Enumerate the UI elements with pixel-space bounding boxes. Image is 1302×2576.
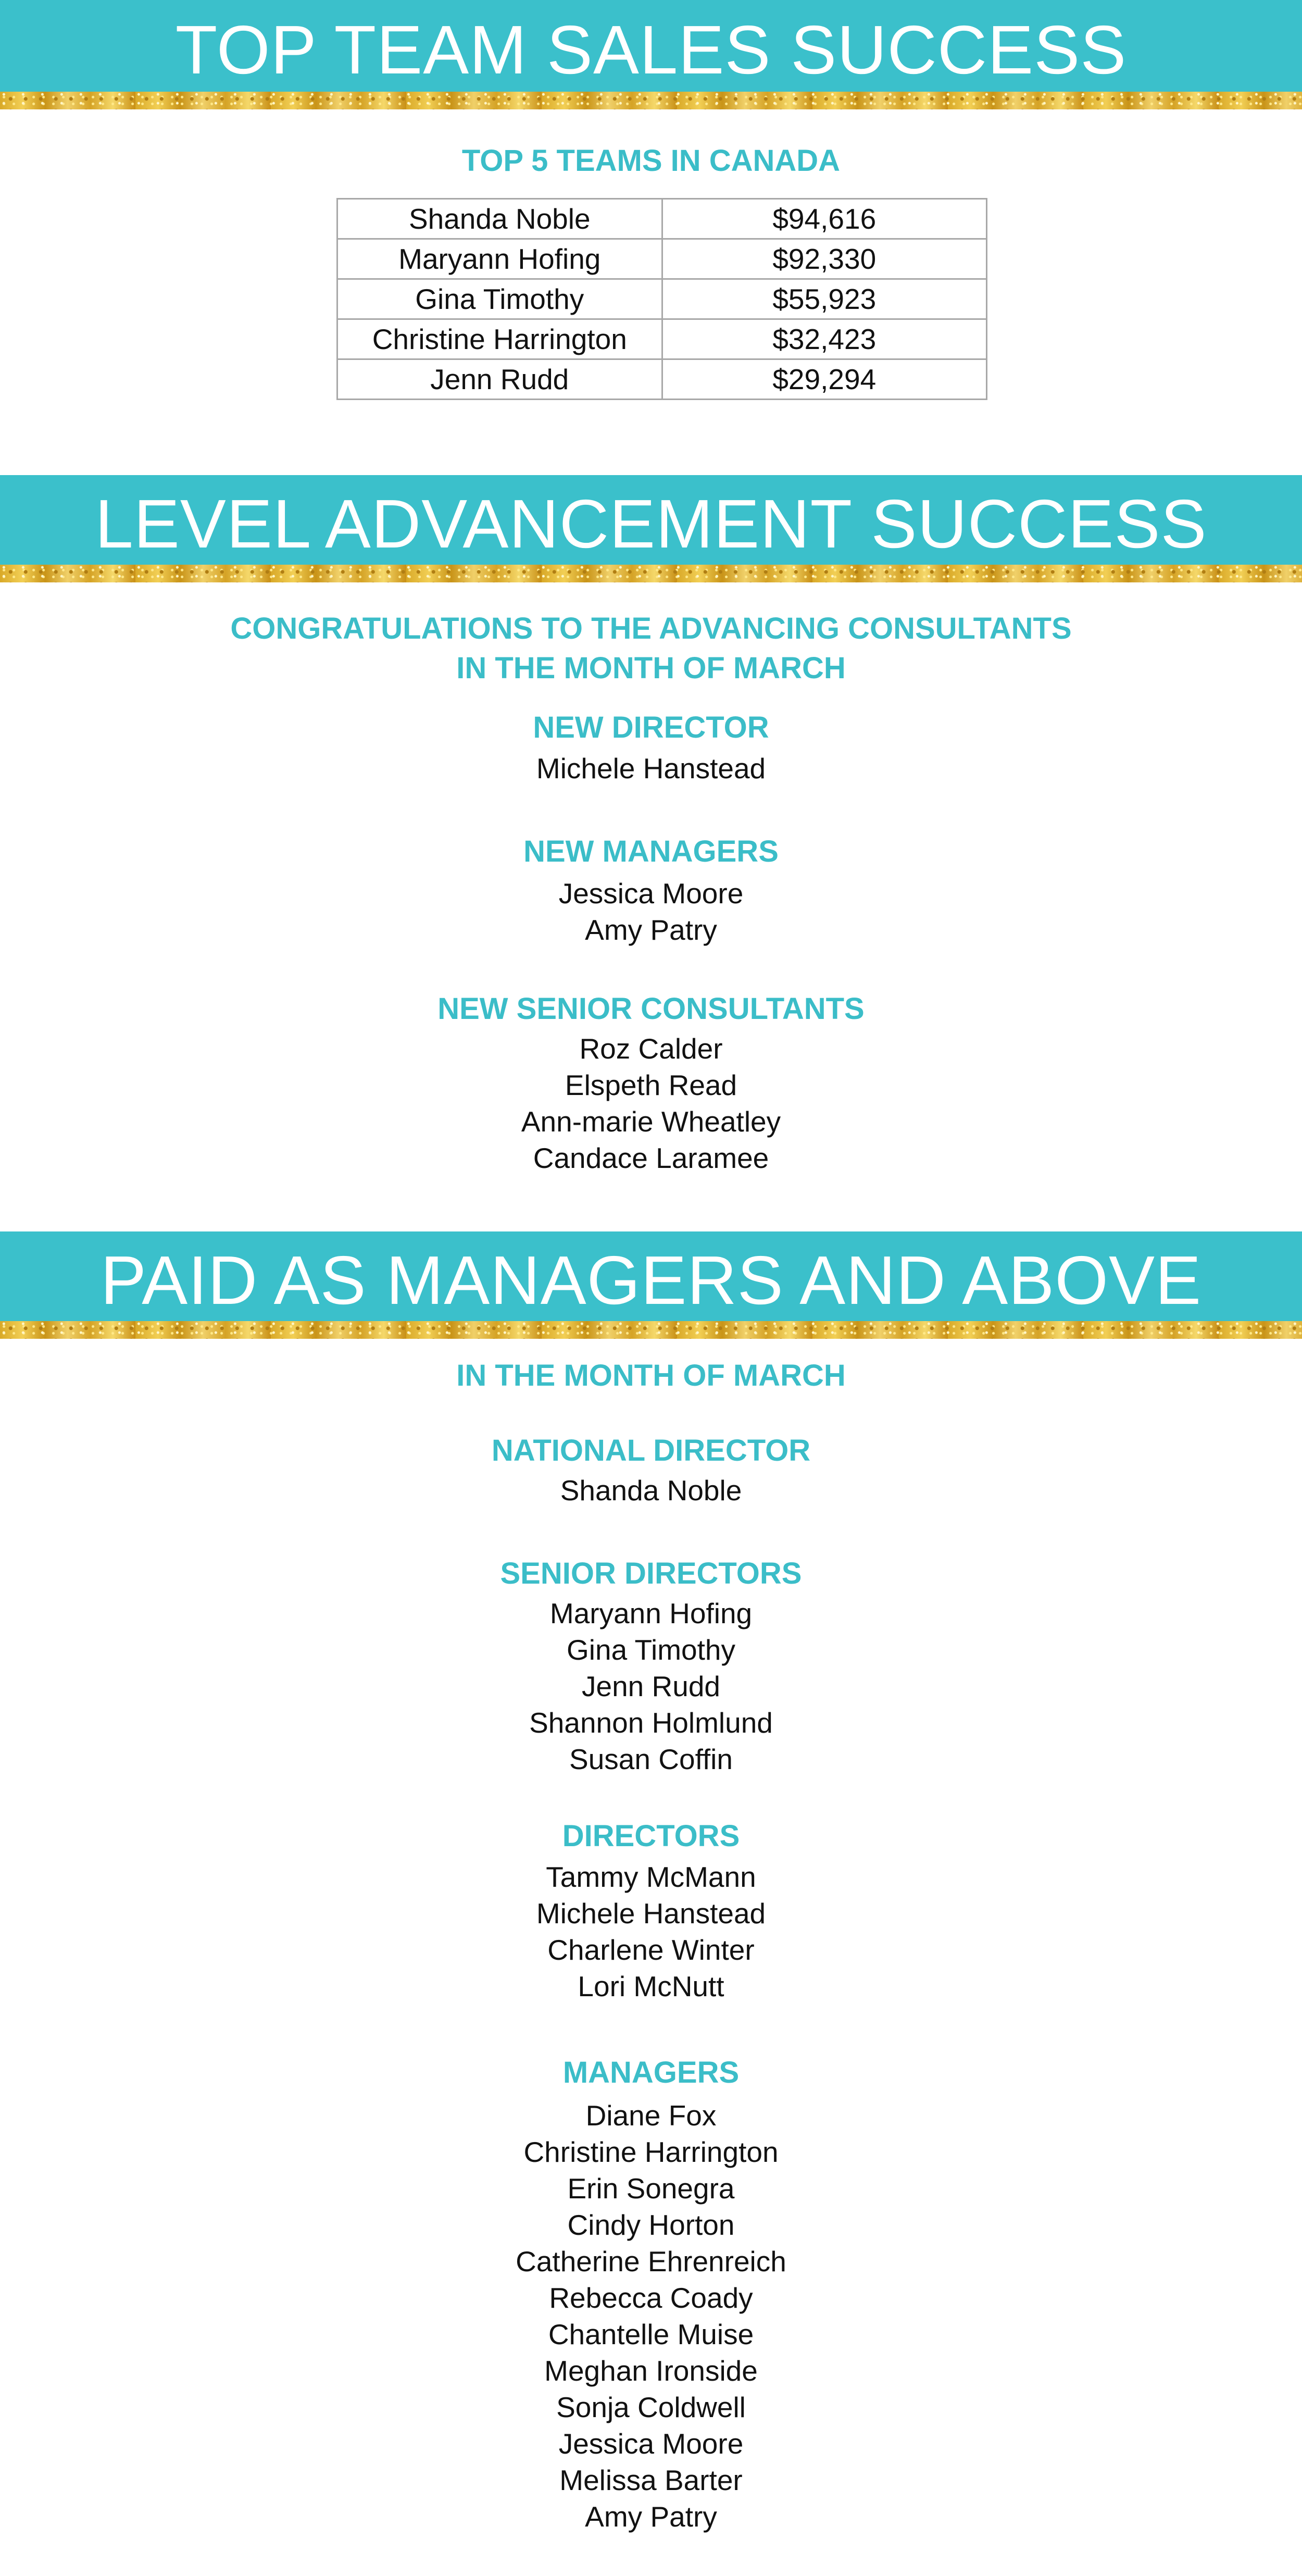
team-name-cell: Gina Timothy	[337, 279, 662, 319]
team-amount-cell: $94,616	[662, 199, 987, 239]
table-row	[337, 319, 987, 359]
team-amount-cell: $55,923	[662, 279, 987, 319]
consultant-name: Candace Laramee	[533, 1142, 769, 1174]
top-teams-table	[336, 198, 987, 400]
consultant-name: Jenn Rudd	[581, 1670, 721, 1702]
consultant-name: Chantelle Muise	[548, 2318, 754, 2350]
team-name-cell: Shanda Noble	[337, 199, 662, 239]
table-row	[337, 199, 987, 239]
table-row	[337, 279, 987, 319]
group-heading: NATIONAL DIRECTOR	[491, 1434, 811, 1467]
group-heading: NEW MANAGERS	[523, 835, 779, 868]
consultant-name: Lori McNutt	[578, 1970, 724, 2002]
consultant-name: Michele Hanstead	[536, 752, 766, 785]
consultant-name: Diane Fox	[585, 2099, 717, 2132]
banner-paid-as	[0, 1231, 1302, 1321]
consultant-name: Roz Calder	[579, 1032, 723, 1065]
group-heading: NEW DIRECTOR	[533, 711, 769, 744]
team-amount-cell: $92,330	[662, 239, 987, 279]
consultant-name: Catherine Ehrenreich	[516, 2245, 786, 2278]
consultant-name: Jessica Moore	[558, 2428, 744, 2460]
consultant-name: Michele Hanstead	[536, 1897, 766, 1930]
consultant-name: Cindy Horton	[567, 2209, 735, 2241]
consultant-name: Shannon Holmlund	[529, 1707, 773, 1739]
consultant-name: Tammy McMann	[546, 1861, 756, 1893]
gold-glitter-divider	[0, 1321, 1302, 1339]
gold-glitter-divider	[0, 92, 1302, 109]
consultant-name: Erin Sonegra	[567, 2172, 735, 2205]
consultant-name: Ann-marie Wheatley	[521, 1105, 781, 1138]
consultant-name: Rebecca Coady	[549, 2282, 753, 2314]
consultant-name: Elspeth Read	[565, 1069, 737, 1101]
team-amount-cell: $29,294	[662, 359, 987, 400]
banner-title: TOP TEAM SALES SUCCESS	[175, 11, 1127, 88]
team-amount-cell: $32,423	[662, 319, 987, 359]
table-row	[337, 239, 987, 279]
consultant-name: Charlene Winter	[547, 1934, 755, 1966]
consultant-name: Maryann Hofing	[549, 1597, 753, 1629]
consultant-name: Shanda Noble	[560, 1474, 742, 1507]
team-name-cell: Maryann Hofing	[337, 239, 662, 279]
table-row	[337, 359, 987, 400]
consultant-name: Amy Patry	[585, 914, 717, 946]
consultant-name: Christine Harrington	[523, 2136, 779, 2168]
team-name-cell: Jenn Rudd	[337, 359, 662, 400]
group-heading: MANAGERS	[562, 2056, 740, 2089]
group-heading: DIRECTORS	[562, 1819, 740, 1853]
consultant-name: Jessica Moore	[558, 877, 744, 910]
consultant-name: Melissa Barter	[559, 2464, 743, 2496]
consultant-name: Meghan Ironside	[544, 2355, 758, 2387]
group-heading: SENIOR DIRECTORS	[500, 1557, 802, 1590]
top-teams-subtitle: TOP 5 TEAMS IN CANADA	[461, 144, 841, 178]
consultant-name: Amy Patry	[585, 2500, 717, 2533]
advancement-intro-line2: IN THE MONTH OF MARCH	[456, 651, 846, 685]
banner-title: PAID AS MANAGERS AND ABOVE	[100, 1242, 1202, 1318]
banner-top-team	[0, 0, 1302, 92]
team-name-cell: Christine Harrington	[337, 319, 662, 359]
consultant-name: Susan Coffin	[569, 1743, 733, 1775]
advancement-intro-line1: CONGRATULATIONS TO THE ADVANCING CONSULTANTS	[230, 612, 1072, 645]
paid-as-intro: IN THE MONTH OF MARCH	[456, 1359, 846, 1392]
banner-title: LEVEL ADVANCEMENT SUCCESS	[95, 486, 1207, 562]
consultant-name: Sonja Coldwell	[556, 2391, 746, 2423]
banner-level-advancement	[0, 475, 1302, 565]
gold-glitter-divider	[0, 565, 1302, 582]
group-heading: NEW SENIOR CONSULTANTS	[437, 992, 865, 1026]
consultant-name: Gina Timothy	[566, 1634, 735, 1666]
